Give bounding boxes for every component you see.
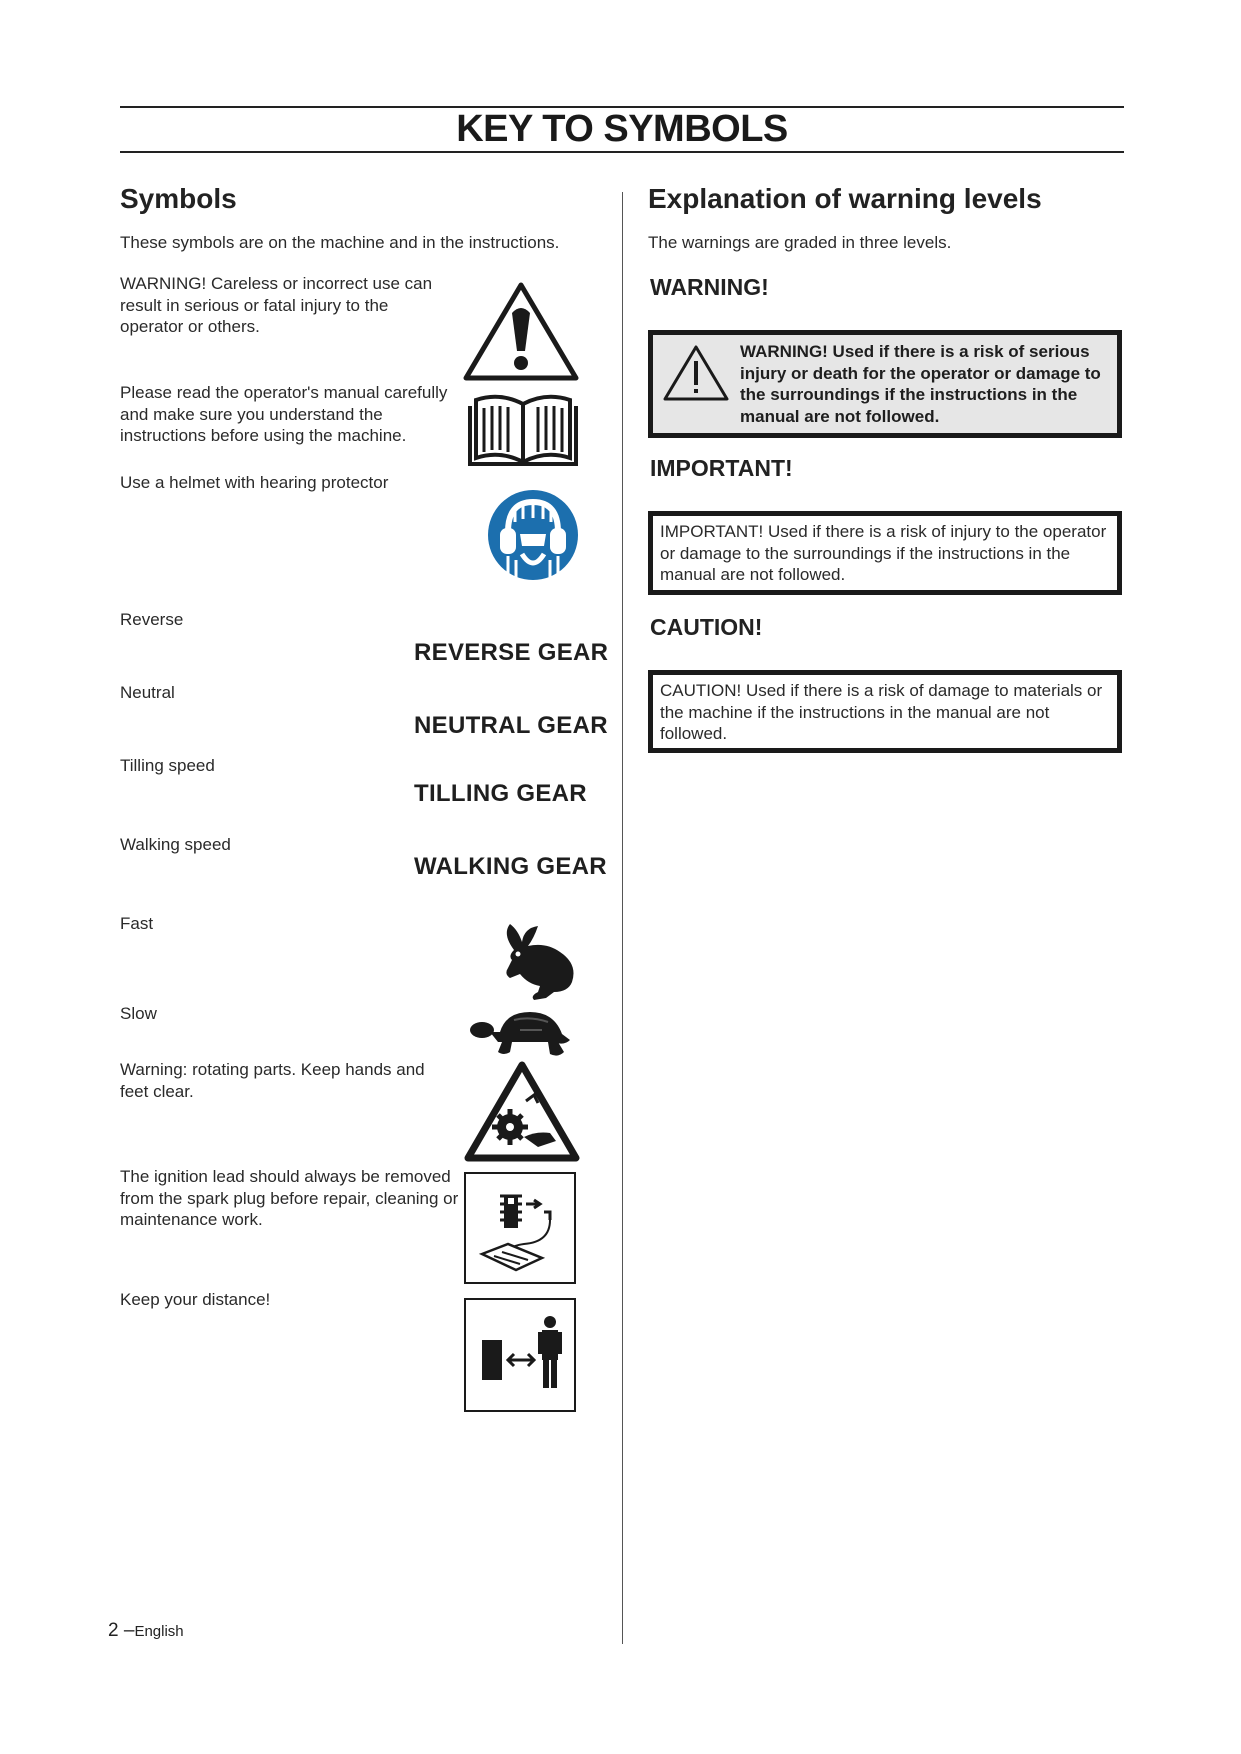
warning-triangle-icon xyxy=(462,281,580,382)
title-bottom-rule xyxy=(120,151,1124,153)
column-divider xyxy=(622,192,623,1644)
symbol-reverse-text: Reverse xyxy=(120,610,184,629)
turtle-icon xyxy=(468,1008,580,1060)
symbols-intro: These symbols are on the machine and in the instructions. xyxy=(120,233,560,252)
page-number: 2 xyxy=(108,1620,119,1641)
helmet-hearing-protector-icon xyxy=(486,488,580,582)
page-title: KEY TO SYMBOLS xyxy=(456,108,788,150)
symbols-heading: Symbols xyxy=(120,183,237,214)
symbol-keep-distance-text: Keep your distance! xyxy=(120,1290,271,1309)
symbol-neutral-text: Neutral xyxy=(120,683,175,702)
important-level-label: IMPORTANT! xyxy=(650,455,793,481)
warning-level-text: WARNING! Used if there is a risk of serious injury or death for the operator or damage to the surroundings if the instructions in the manual are not followed. xyxy=(740,342,1101,426)
ignition-lead-icon xyxy=(464,1172,576,1284)
walking-gear-label: WALKING GEAR xyxy=(414,853,607,880)
keep-distance-icon xyxy=(464,1298,576,1412)
warning-level-box xyxy=(648,330,1122,438)
warning-levels-intro: The warnings are graded in three levels. xyxy=(648,233,952,252)
warning-levels-heading: Explanation of warning levels xyxy=(648,183,1042,214)
symbol-rotating-parts-text: Warning: rotating parts. Keep hands and feet clear. xyxy=(120,1060,425,1101)
page-language: English xyxy=(134,1623,184,1640)
manual-book-icon xyxy=(466,392,580,470)
important-level-box xyxy=(648,511,1122,595)
warning-level-label: WARNING! xyxy=(650,274,769,300)
reverse-gear-label: REVERSE GEAR xyxy=(414,639,609,666)
symbol-slow-text: Slow xyxy=(120,1004,157,1023)
caution-level-box xyxy=(648,670,1122,753)
symbol-helmet-text: Use a helmet with hearing protector xyxy=(120,473,389,492)
symbol-walking-text: Walking speed xyxy=(120,835,231,854)
tilling-gear-label: TILLING GEAR xyxy=(414,780,587,807)
warning-box-triangle-icon xyxy=(661,343,731,403)
symbol-manual-text: Please read the operator's manual carefully and make sure you understand the instructions before using the machine. xyxy=(120,383,448,445)
neutral-gear-label: NEUTRAL GEAR xyxy=(414,712,608,739)
caution-level-label: CAUTION! xyxy=(650,614,763,640)
page-footer: 2 –English xyxy=(108,1620,184,1641)
symbol-ignition-lead-text: The ignition lead should always be removed from the spark plug before repair, cleaning or maintenance work. xyxy=(120,1167,459,1229)
symbol-warning-text: WARNING! Careless or incorrect use can result in serious or fatal injury to the operator or others. xyxy=(120,274,433,336)
rotating-parts-warning-icon xyxy=(464,1061,580,1163)
rabbit-icon xyxy=(494,920,580,1004)
important-level-text: IMPORTANT! Used if there is a risk of injury to the operator or damage to the surroundings if the instructions in the manual are not followed. xyxy=(660,522,1107,584)
symbol-tilling-text: Tilling speed xyxy=(120,756,215,775)
caution-level-text: CAUTION! Used if there is a risk of damage to materials or the machine if the instructions in the manual are not followed. xyxy=(660,681,1103,743)
symbol-fast-text: Fast xyxy=(120,914,154,933)
